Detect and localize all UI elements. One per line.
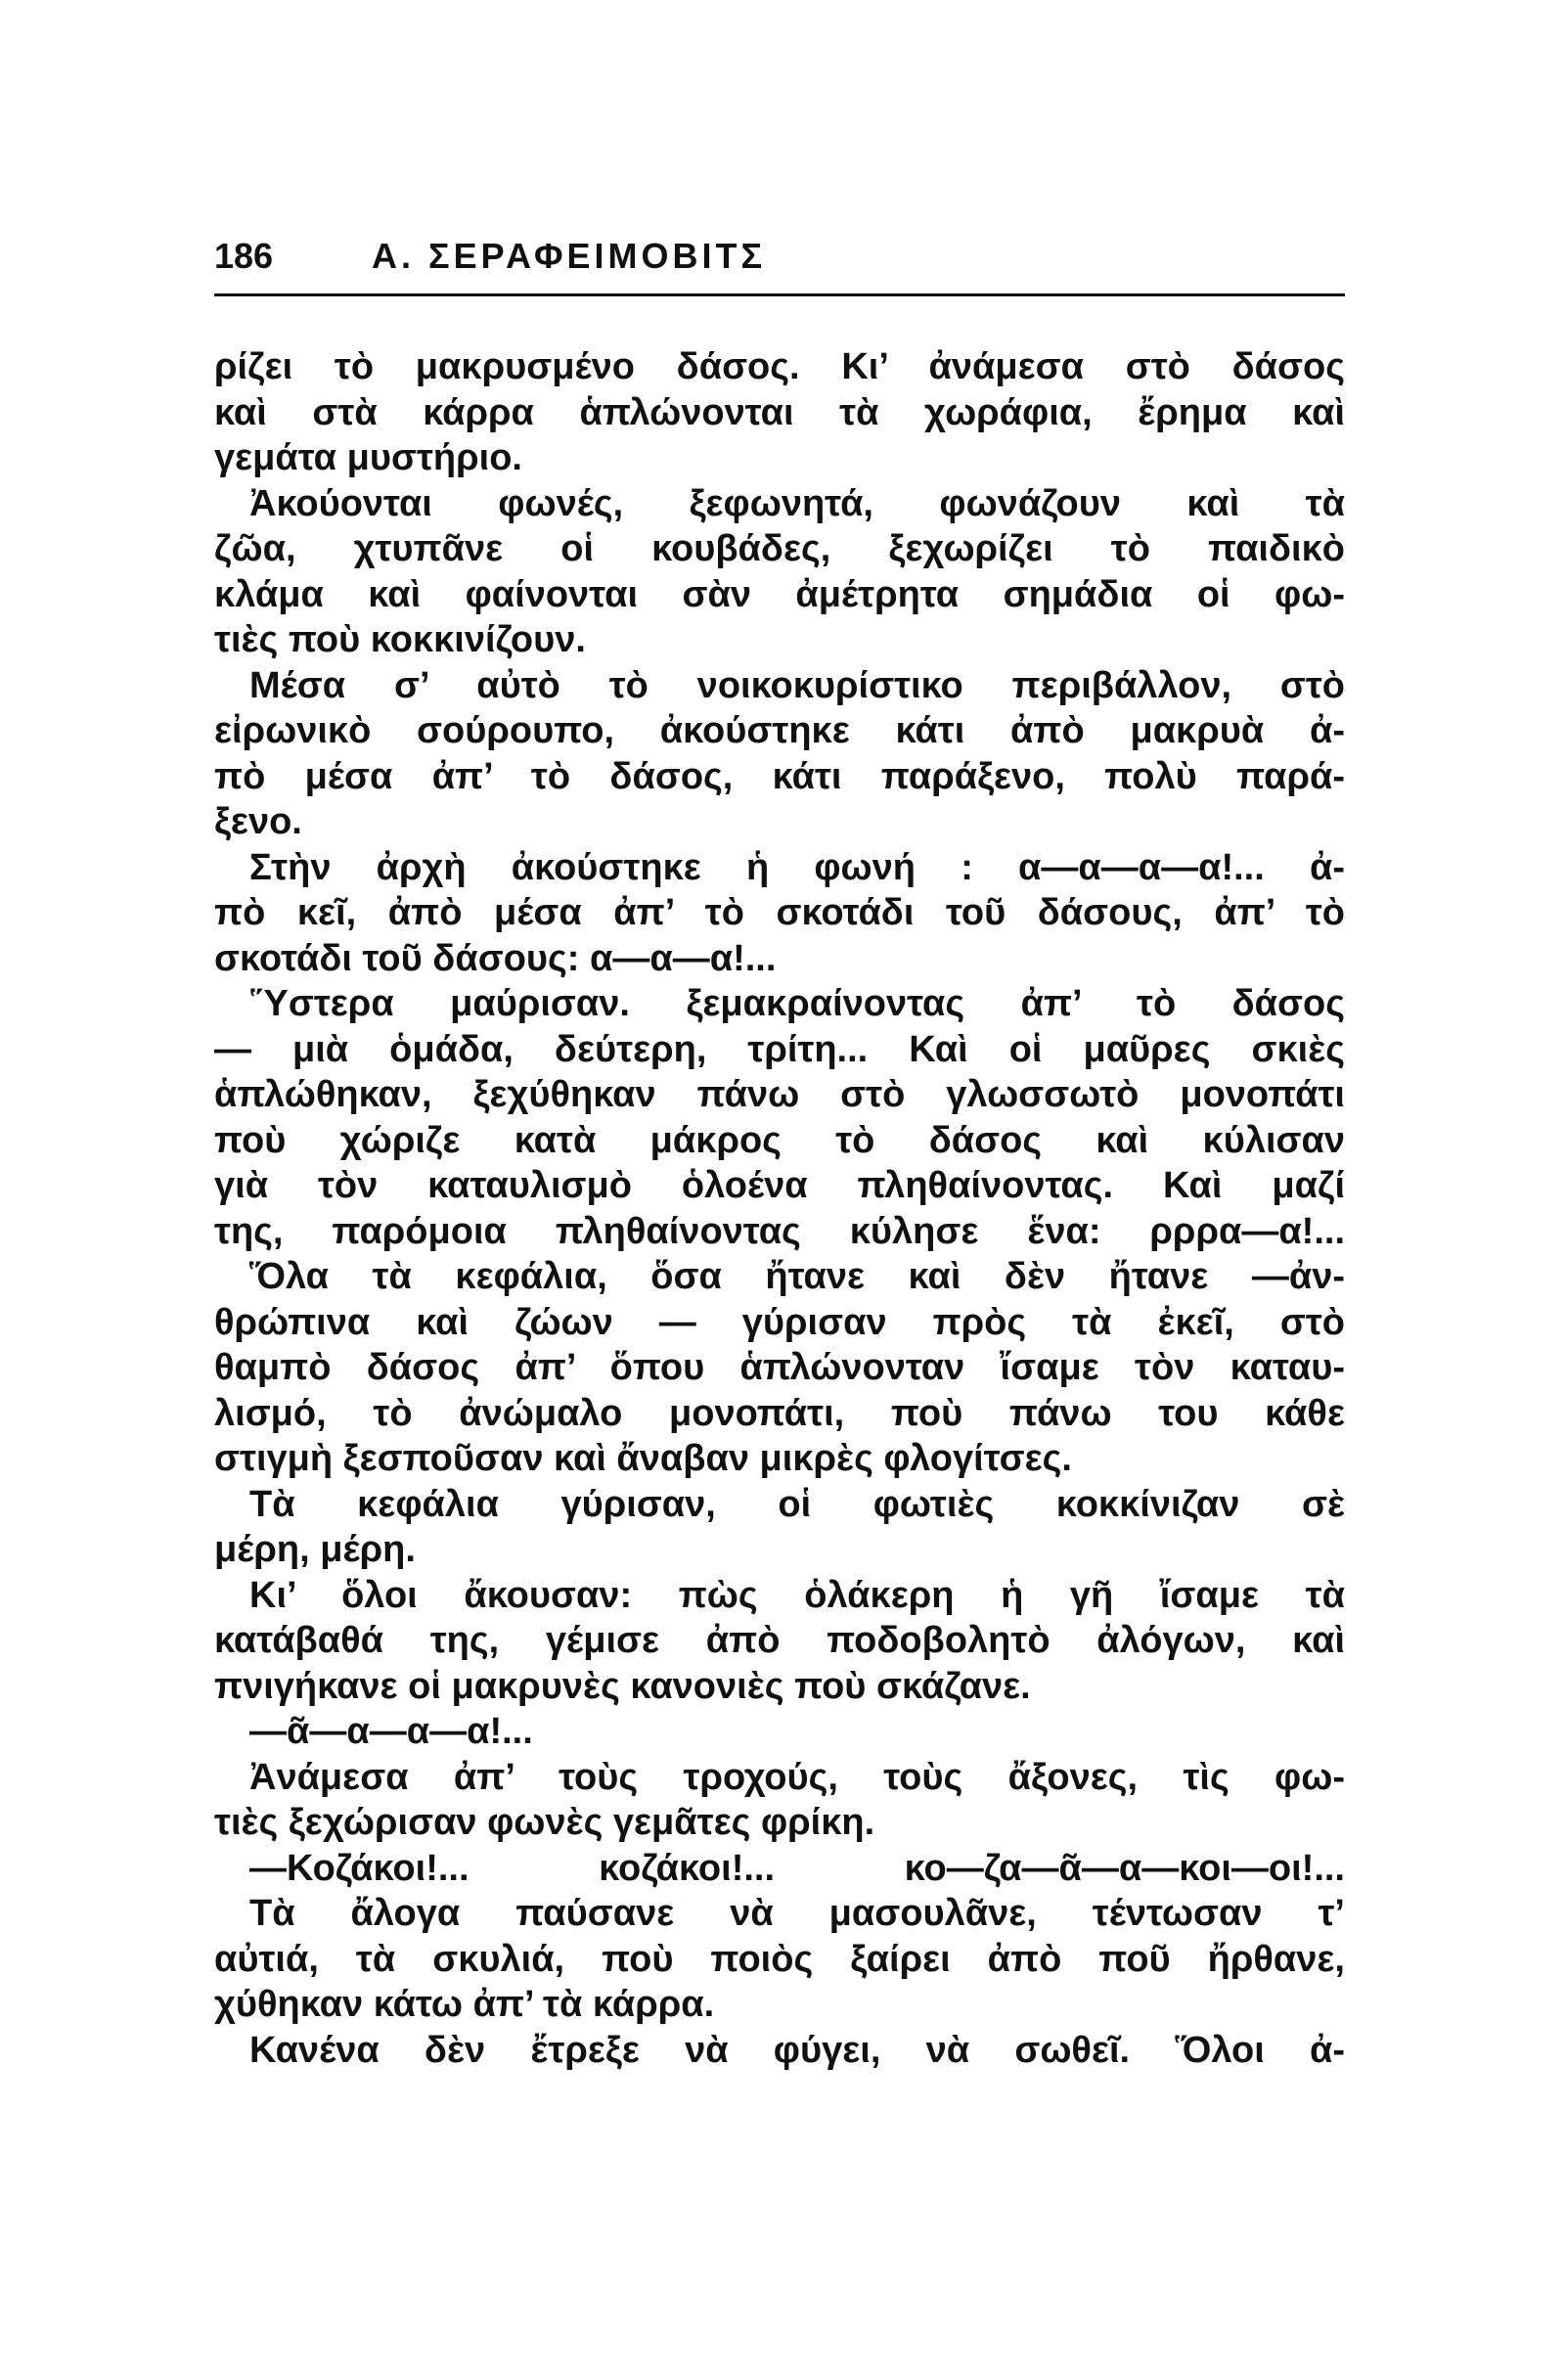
paragraph	[214, 1573, 1345, 1710]
paragraph	[214, 1482, 1345, 1573]
text-line: ξενο.	[214, 801, 302, 842]
paragraph	[214, 344, 1345, 481]
text-line: Ὕστερα μαύρισαν. ξεμακραίνοντας ἀπ’ τὸ δάσος	[249, 983, 1345, 1024]
text-line: πνιγήκανε οἱ μακρυνὲς κανονιὲς ποὺ σκάζανε.	[214, 1665, 1031, 1707]
text-line: Ὅλα τὰ κεφάλια, ὅσα ἤτανε καὶ δὲν ἤτανε —ἀν-	[249, 1256, 1345, 1297]
text-line: Κανένα δὲν ἔτρεξε νὰ φύγει, νὰ σωθεῖ. Ὅλοι ἀ-	[249, 2029, 1345, 2071]
text-line: Τὰ ἄλογα παύσανε νὰ μασουλᾶνε, τέντωσαν τ’	[249, 1893, 1345, 1934]
text-block	[214, 344, 1345, 2073]
text-line: —ᾶ—α—α—α!...	[249, 1711, 533, 1752]
text-line: θρώπινα καὶ ζώων — γύρισαν πρὸς τὰ ἐκεῖ, στὸ	[214, 1301, 1345, 1343]
text-line: κατάβαθά της, γέμισε ἀπὸ ποδοβολητὸ ἀλόγων, καὶ	[214, 1620, 1345, 1661]
text-line: τιὲς ποὺ κοκκινίζουν.	[214, 619, 586, 660]
text-line: ποὺ χώριζε κατὰ μάκρος τὸ δάσος καὶ κύλισαν	[214, 1119, 1345, 1161]
text-line: ἁπλώθηκαν, ξεχύθηκαν πάνω στὸ γλωσσωτὸ μονοπάτι	[214, 1074, 1345, 1115]
text-line: Κι’ ὅλοι ἄκουσαν: πὼς ὁλάκερη ἡ γῆ ἴσαμε τὰ	[249, 1574, 1345, 1616]
text-line: Τὰ κεφάλια γύρισαν, οἱ φωτιὲς κοκκίνιζαν σὲ	[249, 1483, 1345, 1525]
paragraph	[214, 1254, 1345, 1482]
text-line: εἰρωνικὸ σούρουπο, ἀκούστηκε κάτι ἀπὸ μακρυὰ ἀ-	[214, 710, 1345, 751]
text-line: σκοτάδι τοῦ δάσους: α—α—α!...	[214, 937, 777, 979]
paragraph	[214, 663, 1345, 845]
text-line: Μέσα σ’ αὐτὸ τὸ νοικοκυρίστικο περιβάλλον, στὸ	[249, 664, 1345, 706]
text-line: χύθηκαν κάτω ἀπ’ τὰ κάρρα.	[214, 1984, 715, 2025]
paragraph	[214, 1709, 1345, 1755]
paragraph	[214, 1755, 1345, 1846]
text-line: αὐτιά, τὰ σκυλιά, ποὺ ποιὸς ξαίρει ἀπὸ ποῦ ἤρθανε,	[214, 1938, 1345, 1980]
text-line: πὸ μέσα ἀπ’ τὸ δάσος, κάτι παράξενο, πολὺ παρά-	[214, 755, 1345, 797]
page-number: 186	[214, 236, 274, 276]
text-line: στιγμὴ ξεσποῦσαν καὶ ἄναβαν μικρὲς φλογίτσες.	[214, 1438, 1072, 1479]
paragraph	[214, 1891, 1345, 2028]
text-line: γεμάτα μυστήριο.	[214, 437, 522, 478]
text-line: ρίζει τὸ μακρυσμένο δάσος. Κι’ ἀνάμεσα στὸ δάσος	[214, 346, 1345, 387]
paragraph	[214, 845, 1345, 982]
text-line: ζῶα, χτυπᾶνε οἱ κουβάδες, ξεχωρίζει τὸ παιδικὸ	[214, 528, 1345, 569]
text-line: γιὰ τὸν καταυλισμὸ ὁλοένα πληθαίνοντας. Καὶ μαζί	[214, 1165, 1345, 1206]
paragraph	[214, 481, 1345, 663]
text-line: της, παρόμοια πληθαίνοντας κύλησε ἕνα: ρρρα—α!...	[214, 1210, 1345, 1252]
header-rule	[214, 293, 1345, 296]
paragraph	[214, 2028, 1345, 2074]
paragraph	[214, 981, 1345, 1254]
text-line: κλάμα καὶ φαίνονται σὰν ἀμέτρητα σημάδια οἱ φω-	[214, 573, 1345, 615]
text-line: — μιὰ ὁμάδα, δεύτερη, τρίτη... Καὶ οἱ μαῦρες σκιὲς	[214, 1028, 1345, 1070]
text-line: —Κοζάκοι!... κοζάκοι!... κο—ζα—ᾶ—α—κοι—οι!...	[249, 1847, 1345, 1889]
text-line: πὸ κεῖ, ἀπὸ μέσα ἀπ’ τὸ σκοτάδι τοῦ δάσους, ἀπ’ τὸ	[214, 892, 1345, 933]
paragraph	[214, 1846, 1345, 1892]
text-line: Στὴν ἀρχὴ ἀκούστηκε ἡ φωνή : α—α—α—α!... ἀ-	[249, 846, 1345, 888]
text-line: Ἀνάμεσα ἀπ’ τοὺς τροχούς, τοὺς ἄξονες, τὶς φω-	[249, 1756, 1345, 1798]
text-line: καὶ στὰ κάρρα ἁπλώνονται τὰ χωράφια, ἔρημα καὶ	[214, 391, 1345, 433]
text-line: τιὲς ξεχώρισαν φωνὲς γεμᾶτες φρίκη.	[214, 1802, 875, 1843]
text-line: Ἀκούονται φωνές, ξεφωνητά, φωνάζουν καὶ τὰ	[249, 482, 1345, 524]
text-line: λισμό, τὸ ἀνώμαλο μονοπάτι, ποὺ πάνω του κάθε	[214, 1392, 1345, 1434]
text-line: μέρη, μέρη.	[214, 1529, 416, 1570]
running-title: Α. ΣΕΡΑΦΕΙΜΟΒΙΤΣ	[372, 236, 767, 276]
text-line: θαμπὸ δάσος ἀπ’ ὅπου ἁπλώνονταν ἴσαμε τὸν καταυ-	[214, 1347, 1345, 1388]
